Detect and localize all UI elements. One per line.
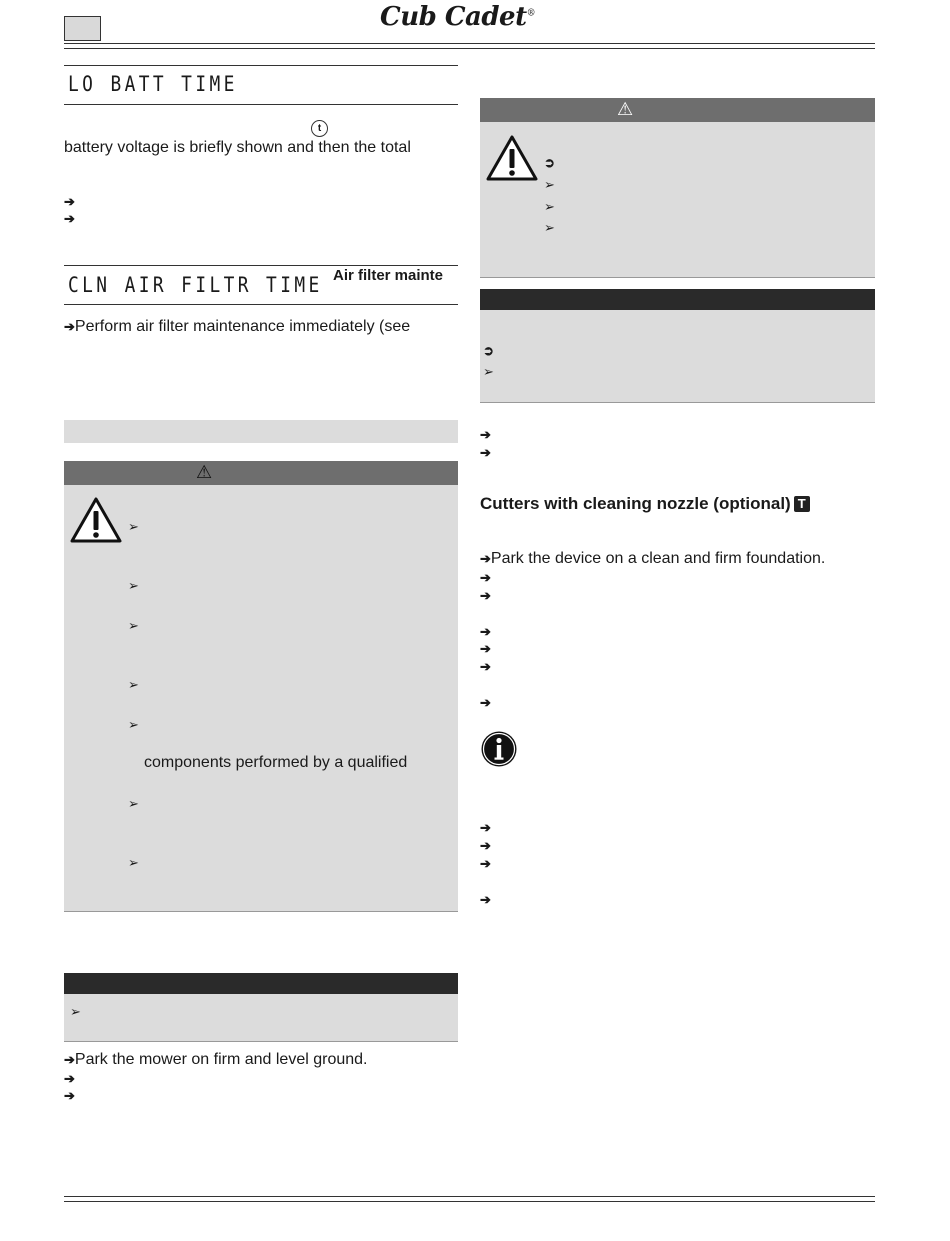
- curved-arrow-icon: ➲: [544, 155, 555, 170]
- hollow-arrow-icon: ➢: [544, 199, 555, 214]
- arrow-icon: ➔: [64, 1071, 75, 1086]
- park-device-text: ➔Park the device on a clean and firm foundation.: [480, 550, 826, 567]
- hollow-arrow-icon: ➢: [128, 677, 139, 692]
- hollow-arrow-icon: ➢: [128, 796, 139, 811]
- arrow-icon: ➔: [64, 1088, 75, 1103]
- arrow-icon: ➔: [480, 820, 491, 835]
- air-filter-action: ➔Perform air filter maintenance immediately (see: [64, 318, 411, 335]
- warning-panel: [64, 485, 458, 912]
- arrow-icon: ➔: [480, 588, 491, 603]
- hollow-arrow-icon: ➢: [128, 717, 139, 732]
- arrow-icon: ➔: [480, 551, 491, 566]
- air-filter-label: Air filter mainte: [333, 267, 444, 284]
- lcd-display-lo-batt: LO BATT TIME: [68, 72, 238, 96]
- page-number-box: [64, 16, 101, 41]
- arrow-icon: ➔: [480, 624, 491, 639]
- warning-triangle-icon: [485, 134, 539, 182]
- hollow-arrow-icon: ➢: [128, 855, 139, 870]
- warning-triangle-icon: [69, 496, 123, 544]
- arrow-icon: ➔: [480, 838, 491, 853]
- battery-text: battery voltage is briefly shown and then the total: [64, 139, 411, 156]
- footer-rule: [64, 1196, 875, 1202]
- arrow-icon: ➔: [480, 856, 491, 871]
- warning-header-bar: [64, 461, 458, 485]
- lcd-display-cln-air: CLN AIR FILTR TIME: [68, 273, 323, 297]
- notice-header-bar-right: [480, 289, 875, 310]
- curved-arrow-icon: ➲: [483, 343, 494, 358]
- arrow-icon: ➔: [480, 427, 491, 442]
- arrow-icon: ➔: [64, 319, 75, 334]
- brand-logo: Cub Cadet®: [380, 2, 536, 32]
- info-icon: [480, 730, 518, 768]
- hollow-arrow-icon: ➢: [544, 220, 555, 235]
- lcd-section-battery: [64, 65, 458, 105]
- lcd-section-air-filter: [64, 265, 458, 305]
- arrow-icon: ➔: [480, 695, 491, 710]
- arrow-icon: ➔: [64, 1052, 75, 1067]
- warning-icon: ⚠: [617, 99, 634, 119]
- hollow-arrow-icon: ➢: [70, 1004, 81, 1019]
- header-rule: [64, 43, 875, 49]
- arrow-icon: ➔: [64, 211, 75, 226]
- park-mower-text: ➔Park the mower on firm and level ground.: [64, 1051, 368, 1068]
- notice-panel: [64, 994, 458, 1042]
- warning-panel-right: [480, 122, 875, 278]
- arrow-icon: ➔: [64, 194, 75, 209]
- hollow-arrow-icon: ➢: [483, 364, 494, 379]
- section-heading-bar: [64, 420, 458, 443]
- arrow-icon: ➔: [480, 570, 491, 585]
- hollow-arrow-icon: ➢: [544, 177, 555, 192]
- warning-header-bar-right: [480, 98, 875, 122]
- components-text: components performed by a qualified: [144, 754, 408, 771]
- arrow-icon: ➔: [480, 659, 491, 674]
- hollow-arrow-icon: ➢: [128, 519, 139, 534]
- notice-header-bar: [64, 973, 458, 994]
- cutters-heading: Cutters with cleaning nozzle (optional) T: [480, 494, 810, 514]
- clock-icon: t: [311, 120, 328, 137]
- notice-panel-right: [480, 310, 875, 403]
- arrow-icon: ➔: [480, 445, 491, 460]
- hollow-arrow-icon: ➢: [128, 618, 139, 633]
- t-badge: T: [794, 496, 810, 512]
- arrow-icon: ➔: [480, 892, 491, 907]
- hollow-arrow-icon: ➢: [128, 578, 139, 593]
- arrow-icon: ➔: [480, 641, 491, 656]
- warning-icon: ⚠: [196, 462, 213, 482]
